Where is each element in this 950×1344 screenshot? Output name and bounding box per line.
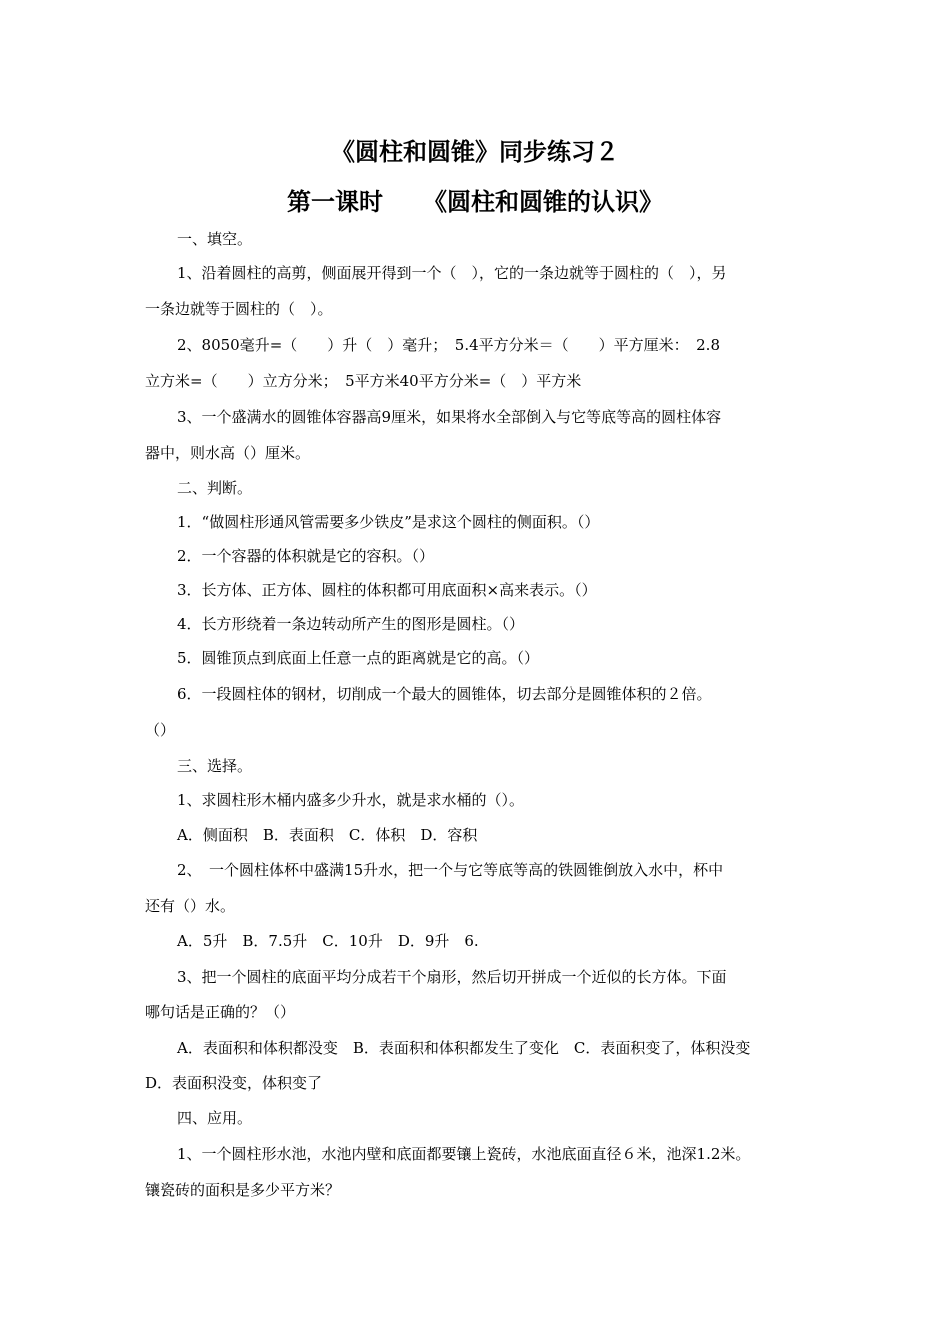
answer-options: A．5升 B．7.5升 C．10升 D．9升 6. [177,932,479,950]
question-line: 2．一个容器的体积就是它的容积。（） [177,547,435,565]
question-line: 1、一个圆柱形水池，水池内壁和底面都要镶上瓷砖，水池底面直径６米，池深1.2米。 [177,1145,751,1163]
answer-options: A．侧面积 B．表面积 C．体积 D．容积 [177,826,478,844]
answer-options: A．表面积和体积都没变 B．表面积和体积都发生了变化 C．表面积变了，体积没变 [177,1039,751,1057]
section-heading-judge: 二、判断。 [177,479,253,497]
answer-options: D．表面积没变，体积变了 [145,1074,323,1092]
section-heading-fill-blank: 一、填空。 [177,230,253,248]
question-line: 5．圆锥顶点到底面上任意一点的距离就是它的高。（） [177,649,540,667]
question-line: 镶瓷砖的面积是多少平方米？ [145,1181,341,1199]
question-line: （） [145,721,176,739]
question-line: 3、一个盛满水的圆锥体容器高9厘米，如果将水全部倒入与它等底等高的圆柱体容 [177,408,722,426]
question-line: 哪句话是正确的？（） [145,1003,296,1021]
question-line: 器中，则水高（）厘米。 [145,444,311,462]
section-heading-application: 四、应用。 [177,1109,253,1127]
question-line: 还有（）水。 [145,897,236,915]
question-line: 6．一段圆柱体的钢材，切削成一个最大的圆锥体，切去部分是圆锥体积的２倍。 [177,685,712,703]
section-heading-choice: 三、选择。 [177,757,253,775]
question-line: 3、把一个圆柱的底面平均分成若干个扇形，然后切开拼成一个近似的长方体。下面 [177,968,727,986]
page-title: 《圆柱和圆锥》同步练习２ [331,137,619,166]
subtitle-lesson: 第一课时 [287,187,383,216]
subtitle-topic: 《圆柱和圆锥的认识》 [423,187,663,216]
question-line: 1．“做圆柱形通风管需要多少铁皮”是求这个圆柱的侧面积。（） [177,513,600,531]
question-line: 立方米=（ ）立方分米； 5平方米40平方分米=（ ）平方米 [145,372,582,390]
question-line: 2、8050毫升=（ ）升（ ）毫升； 5.4平方分米＝（ ）平方厘米： 2.8 [177,336,720,354]
question-line: 1、求圆柱形木桶内盛多少升水，就是求水桶的（）。 [177,791,525,809]
question-line: 1、沿着圆柱的高剪，侧面展开得到一个（ ），它的一条边就等于圆柱的（ ），另 [177,264,727,282]
page-subtitle [0,187,950,217]
question-line: 一条边就等于圆柱的（ ）。 [145,300,333,318]
question-line: 4．长方形绕着一条边转动所产生的图形是圆柱。（） [177,615,525,633]
question-line: 2、 一个圆柱体杯中盛满15升水，把一个与它等底等高的铁圆锥倒放入水中，杯中 [177,861,724,879]
question-line: 3．长方体、正方体、圆柱的体积都可用底面积×高来表示。（） [177,581,597,599]
